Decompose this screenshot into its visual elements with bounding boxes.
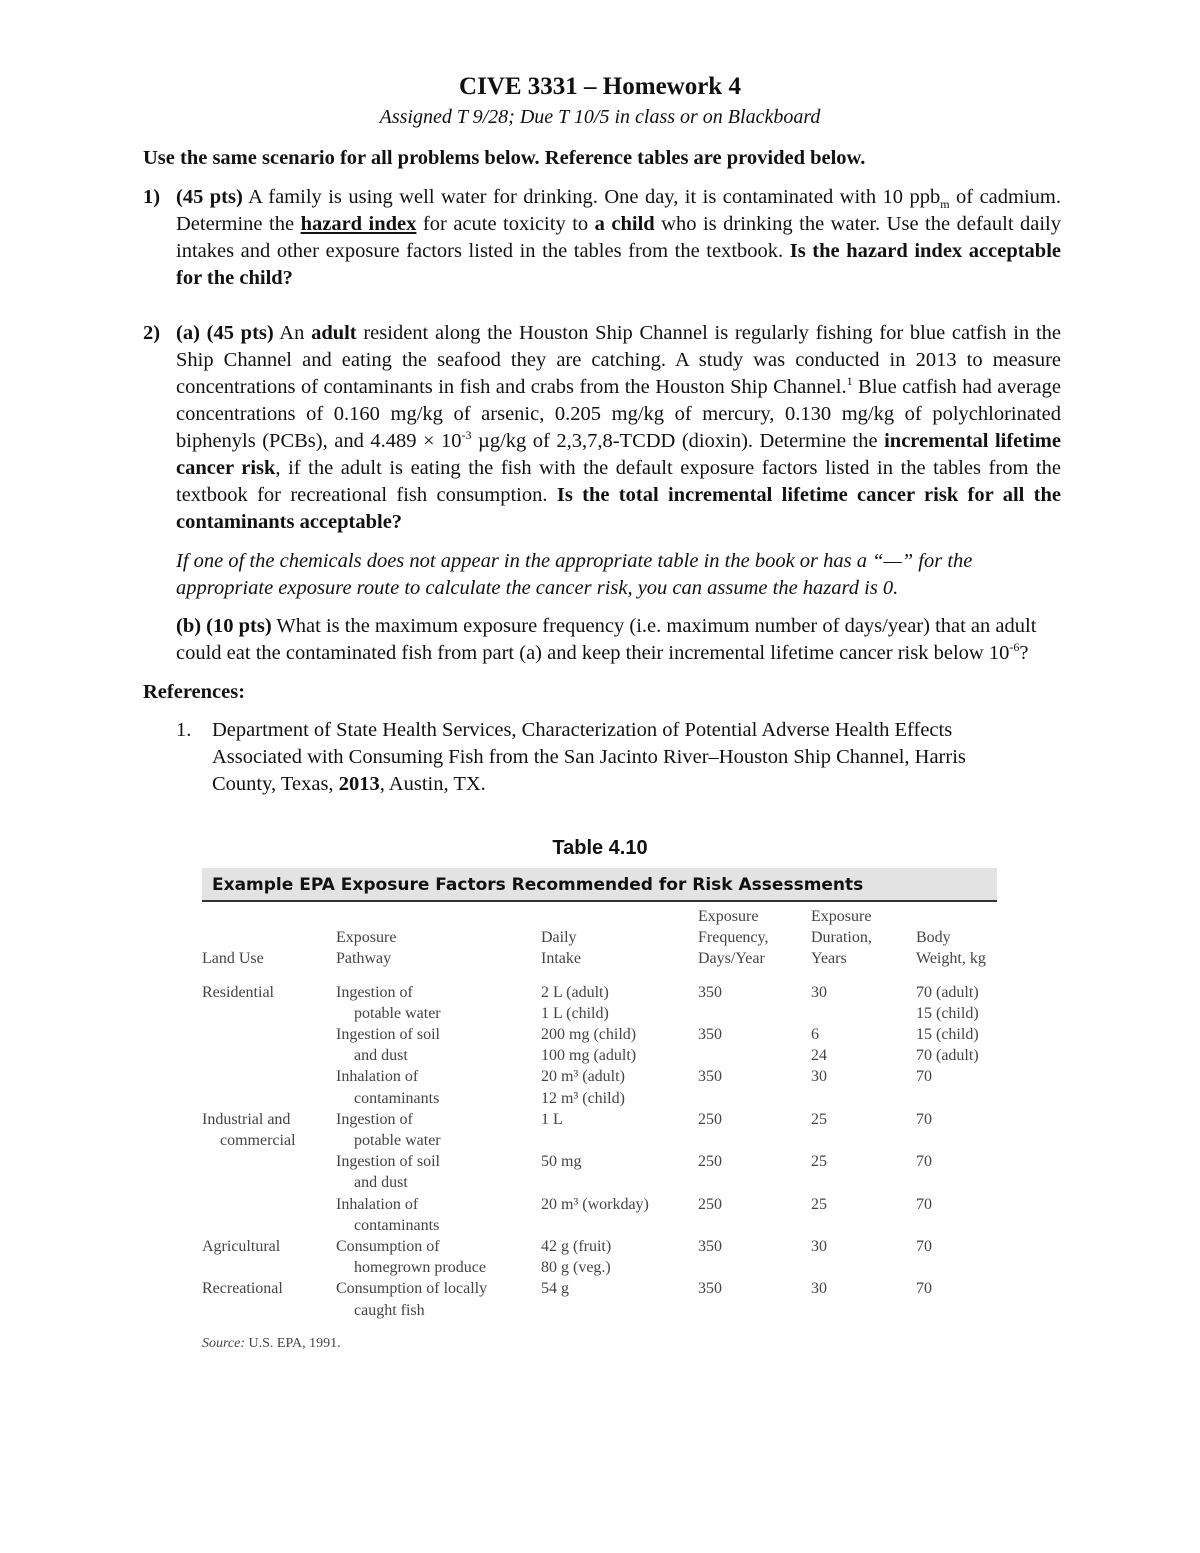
cell-duration [811,1109,916,1151]
page-subtitle: Assigned T 9/28; Due T 10/5 in class or on Blackboard [379,106,821,128]
q1-text: who is drinking the water. Use the default daily intakes and other exposure factors listed in the tables from the textbook. [176,213,1062,262]
cell-pathway [336,1109,541,1151]
table-cell-text: 25 [811,1195,827,1213]
q2-text: µg/kg of 2,3,7,8-TCDD (dioxin). Determine the [471,430,885,452]
q1-child: a child [594,213,655,235]
table-cell-text: 20 m³ (workday) [541,1195,649,1213]
table-cell-text: Ingestion of soil [336,1153,440,1171]
references-heading: References: [143,681,246,703]
cell-frequency [698,1236,811,1278]
table-body [202,982,997,1321]
header-text: Land Use [202,950,264,968]
q2b-text: What is the maximum exposure frequency (i.e. maximum number of days/year) that an adult could eat the contaminated fish from part (a) and keep their incremental lifetime cancer risk below 10 [176,615,1037,664]
header-text: Exposure [698,908,759,925]
cell-pathway [336,1024,541,1066]
question-1-item [143,184,1061,292]
cell-frequency [698,1194,811,1236]
table-cell-text: contaminants [354,1216,440,1234]
cell-pathway [336,1194,541,1236]
table-cell-text: 54 g [541,1280,569,1298]
table-cell-text: 50 mg [541,1153,582,1171]
cell-duration [811,1151,916,1193]
cell-body-weight [916,1278,997,1320]
table-cell-text: 80 g (veg.) [541,1259,611,1277]
q2b-exponent: -6 [1009,640,1020,655]
header-pathway [336,927,541,969]
table-cell-text: Ingestion of soil [336,1026,440,1044]
header-duration [811,906,916,970]
q2-text: Blue catfish had average concentrations of 0.160 mg/kg of arsenic, 0.205 mg/kg of mercury, 0.130 mg/kg of polychlorinated biphenyls (PCBs), and 4.489 × 10 [176,376,1061,452]
table-cell-text: 70 [916,1280,932,1298]
q1-unit-subscript: m [940,197,950,212]
table-cell-text: potable water [354,1132,441,1150]
cell-duration [811,1066,916,1108]
table-cell-text: Inhalation of [336,1068,419,1086]
q2-text: resident along the Houston Ship Channel is regularly fishing for blue catfish in the Ship Channel and eating the seafood they are catching. A study was conducted in 2013 to measure concentrations of contaminants in fish and crabs from the Houston Ship Channel. [176,322,1061,398]
table-cell-text: contaminants [354,1089,440,1107]
cell-pathway [336,1278,541,1320]
table-row [202,982,997,1024]
table-cell-text: Ingestion of [336,1110,413,1128]
cell-body-weight [916,1194,997,1236]
q1-hazard-index: hazard index [300,213,417,235]
table-cell-text: 70 [916,1153,932,1171]
question-2b [176,613,1061,667]
cell-duration [811,1278,916,1320]
exposure-factors-table [202,906,997,1321]
table-cell-text: 15 (child) [916,1004,979,1022]
cell-frequency [698,1109,811,1151]
table-cell-text: 70 (adult) [916,1047,979,1065]
table-cell-text: Agricultural [202,1238,281,1256]
question-2a [176,320,1061,536]
cell-land-use [202,1109,336,1151]
table-cell-text: and dust [354,1047,408,1065]
q2-text: , if the adult is eating the fish with the default exposure factors listed in the tables from the textbook for recreational fish consumption. [176,457,1061,506]
cell-body-weight [916,1066,997,1108]
table-cell-text: Industrial and [202,1110,291,1128]
cell-frequency [698,1066,811,1108]
cell-land-use [202,1194,336,1236]
q2-number: 2) [143,322,161,344]
table-cell-text: 1 L [541,1110,563,1128]
cell-body-weight [916,1151,997,1193]
table-cell-text: 1 L (child) [541,1004,609,1022]
table-cell-text: 25 [811,1153,827,1171]
q2-text: An [273,322,312,344]
q2b-text: ? [1019,642,1029,664]
cell-duration [811,982,916,1024]
header-body-weight [916,927,997,969]
header-text: Days/Year [698,950,765,968]
cell-frequency [698,982,811,1024]
table-cell-text: 6 [811,1026,819,1044]
table-cell-text: 70 [916,1068,932,1086]
source-label: Source: [202,1335,246,1351]
table-cell-text: 30 [811,1238,827,1256]
q2b-points: (b) (10 pts) [176,615,272,637]
table-cell-text: caught fish [354,1301,425,1319]
table-cell-text: commercial [220,1132,296,1150]
question-2-body [176,320,1061,667]
q1-points: (45 pts) [176,186,243,208]
cell-land-use [202,1278,336,1320]
question-1 [176,184,1061,292]
header-text: Intake [541,950,581,968]
q2-ilcr: incremental lifetime cancer risk [176,430,1061,479]
cell-daily-intake [541,1109,698,1151]
q2-adult: adult [311,322,357,344]
table-cell-text: 30 [811,1280,827,1298]
cell-land-use [202,1066,336,1108]
cell-body-weight [916,1024,997,1066]
table-cell-text: and dust [354,1174,408,1192]
table-cell-text: 24 [811,1047,827,1065]
table-cell-text: Ingestion of [336,983,413,1001]
table-cell-text: potable water [354,1004,441,1022]
cell-body-weight [916,982,997,1024]
table-cell-text: 25 [811,1110,827,1128]
source-text: U.S. EPA, 1991. [245,1335,341,1351]
intro-text: Use the same scenario for all problems below. Reference tables are provided below. [143,147,866,169]
header-text: Frequency, [698,929,769,947]
table-cell-text: homegrown produce [354,1259,486,1277]
cell-duration [811,1236,916,1278]
table-cell-text: 250 [698,1195,722,1213]
q2-exponent: -3 [461,428,472,443]
q1-question: Is the hazard index acceptable for the child? [176,240,1061,289]
table-title: Table 4.10 [552,837,648,859]
table-cell-text: Residential [202,983,274,1001]
cell-land-use [202,1151,336,1193]
table-cell-text: 42 g (fruit) [541,1238,612,1256]
reference-text-block [212,717,996,798]
table-caption: Example EPA Exposure Factors Recommended for Risk Assessments [202,868,997,902]
header-text: Duration, [811,929,872,947]
cell-frequency [698,1151,811,1193]
table-cell-text: 12 m³ (child) [541,1089,625,1107]
header-land-use [202,948,336,969]
cell-pathway [336,1066,541,1108]
table-cell-text: 200 mg (child) [541,1026,637,1044]
header-frequency [698,906,811,970]
cell-duration [811,1024,916,1066]
q2-question: Is the total incremental lifetime cancer risk for all the contaminants acceptable? [176,484,1061,533]
cell-daily-intake [541,1151,698,1193]
reference-number: 1. [176,719,192,741]
page-title: CIVE 3331 – Homework 4 [459,73,741,100]
cell-daily-intake [541,1278,698,1320]
table-cell-text: Inhalation of [336,1195,419,1213]
table-cell-text: Consumption of locally [336,1280,488,1298]
table-cell-text: 15 (child) [916,1026,979,1044]
cell-pathway [336,1236,541,1278]
reference-text: Department of State Health Services, Characterization of Potential Adverse Health Effects Associated with Consuming Fish from the San Jacinto River–Houston Ship Channel, Harris County, Texas, [212,719,966,795]
q2-note: If one of the chemicals does not appear in the appropriate table in the book or has a “—” for the appropriate exposure route to calculate the cancer risk, you can assume the hazard is 0. [176,550,973,599]
q1-text: A family is using well water for drinking. One day, it is contaminated with 10 ppb [242,186,941,208]
header-text: Daily [541,929,577,947]
table-cell-text: 350 [698,1026,722,1044]
table-cell-text: 30 [811,1068,827,1086]
cell-daily-intake [541,1194,698,1236]
table-cell-text: 70 [916,1110,932,1128]
table-row [202,1194,997,1236]
table-cell-text: 250 [698,1153,722,1171]
q1-text: of cadmium. Determine the [176,186,1061,235]
table-cell-text: 20 m³ (adult) [541,1068,625,1086]
table-cell-text: Recreational [202,1280,283,1298]
table-row [202,1109,997,1151]
cell-pathway [336,982,541,1024]
reference-year: 2013 [338,773,380,795]
q1-number: 1) [143,186,161,208]
cell-body-weight [916,1236,997,1278]
cell-land-use [202,1024,336,1066]
header-text: Body [916,929,951,947]
cell-pathway [336,1151,541,1193]
table-cell-text: 100 mg (adult) [541,1047,637,1065]
cell-body-weight [916,1109,997,1151]
cell-land-use [202,1236,336,1278]
table-row [202,1066,997,1108]
q1-text: for acute toxicity to [416,213,595,235]
cell-daily-intake [541,1236,698,1278]
cell-land-use [202,982,336,1024]
header-text: Years [811,950,847,968]
table-header-row [202,906,997,970]
cell-frequency [698,1024,811,1066]
table-cell-text: 2 L (adult) [541,983,609,1001]
table-cell-text: 250 [698,1110,722,1128]
table-cell-text: 30 [811,983,827,1001]
table-source [202,1335,997,1353]
q2a-points: (a) (45 pts) [176,322,274,344]
cell-duration [811,1194,916,1236]
cell-daily-intake [541,1066,698,1108]
cell-daily-intake [541,982,698,1024]
table-cell-text: 70 [916,1238,932,1256]
reference-item [176,717,996,798]
header-daily-intake [541,927,698,969]
header-text: Weight, kg [916,950,986,968]
table-row [202,1236,997,1278]
table-cell-text: 350 [698,1280,722,1298]
table-cell-text: Consumption of [336,1238,440,1256]
reference-marker: 1 [846,374,853,389]
table-cell-text: 70 [916,1195,932,1213]
table-cell-text: 350 [698,1238,722,1256]
table-wrapper [202,868,997,1353]
reference-text: , Austin, TX. [379,773,486,795]
header-text: Exposure [336,929,397,947]
cell-daily-intake [541,1024,698,1066]
question-2-item [143,320,1061,667]
table-row [202,1024,997,1066]
table-row [202,1278,997,1320]
table-cell-text: 350 [698,1068,722,1086]
table-cell-text: 70 (adult) [916,983,979,1001]
table-row [202,1151,997,1193]
header-text: Exposure [811,908,872,925]
table-cell-text: 350 [698,983,722,1001]
cell-frequency [698,1278,811,1320]
header-text: Pathway [336,950,392,968]
